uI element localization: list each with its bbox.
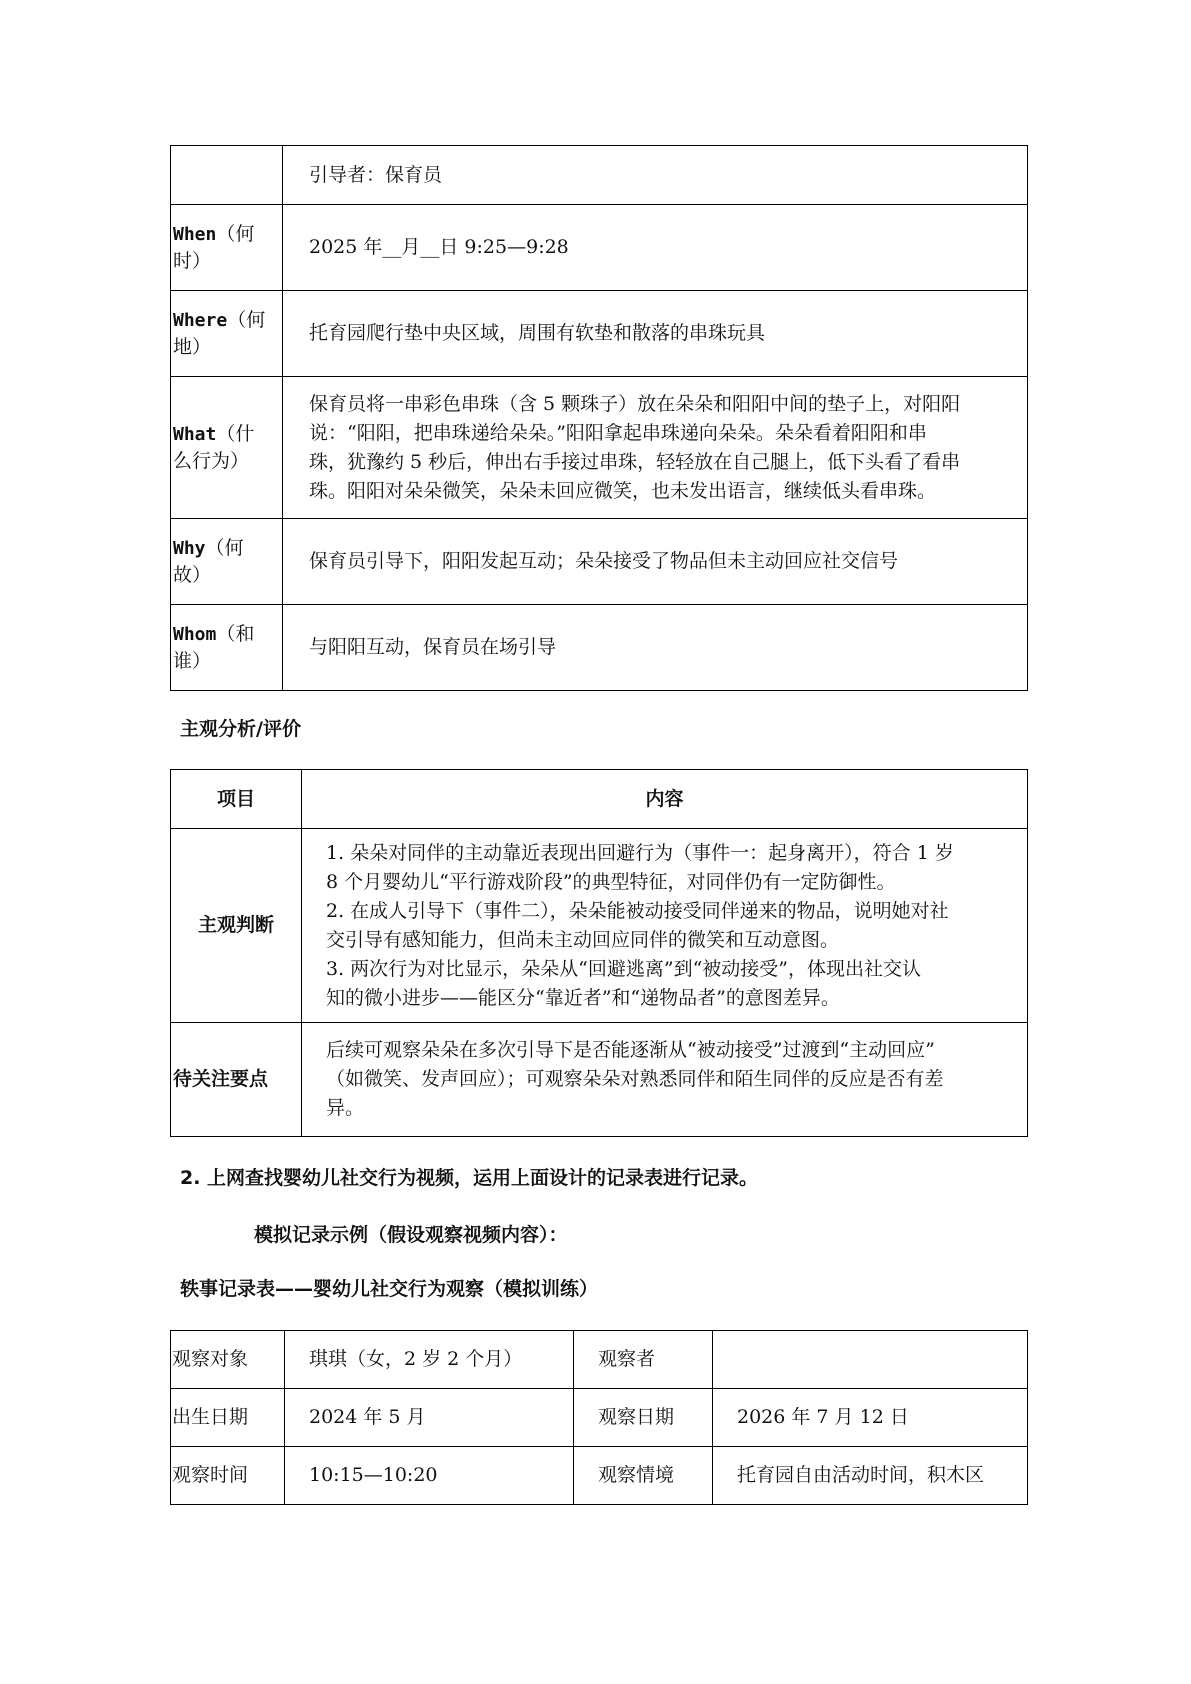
observer-label: 观察者 [574,1331,713,1389]
observation-date-label: 观察日期 [574,1389,713,1447]
focus-label: 待关注要点 [171,1023,302,1137]
table-row [171,519,1028,605]
analysis-heading: 主观分析/评价 [180,718,301,740]
record-heading: 轶事记录表——婴幼儿社交行为观察（模拟训练） [180,1278,599,1300]
where-label: Where（何 地） [171,291,283,377]
analysis-table [170,769,1028,1137]
why-value: 保育员引导下，阳阳发起互动；朵朵接受了物品但未主动回应社交信号 [283,519,1028,605]
birth-date-label: 出生日期 [171,1389,285,1447]
table-row [171,605,1028,691]
when-label: When（何 时） [171,205,283,291]
observation-time-value: 10:15—10:20 [285,1447,574,1505]
birth-date-value: 2024 年 5 月 [285,1389,574,1447]
example-heading: 模拟记录示例（假设观察视频内容）： [254,1224,568,1246]
subject-value: 琪琪（女，2 岁 2 个月） [285,1331,574,1389]
where-value: 托育园爬行垫中央区域，周围有软垫和散落的串珠玩具 [283,291,1028,377]
header-content: 内容 [302,770,1028,829]
when-value: 2025 年__月__日 9:25—9:28 [283,205,1028,291]
observer-value [713,1331,1028,1389]
focus-content: 后续可观察朵朵在多次引导下是否能逐渐从“被动接受”过渡到“主动回应” （如微笑、发声回应）；可观察朵朵对熟悉同伴和陌生同伴的反应是否有差 异。 [302,1023,1028,1137]
judgment-label: 主观判断 [171,829,302,1023]
header-item: 项目 [171,770,302,829]
table-row [171,770,1028,829]
whom-label: Whom（和 谁） [171,605,283,691]
table-row [171,1331,1028,1389]
table-row [171,1389,1028,1447]
observation-time-label: 观察时间 [171,1447,285,1505]
five-w-table [170,145,1028,691]
record-table [170,1330,1028,1505]
subject-label: 观察对象 [171,1331,285,1389]
judgment-content: 1. 朵朵对同伴的主动靠近表现出回避行为（事件一：起身离开），符合 1 岁 8 个月婴幼儿“平行游戏阶段”的典型特征，对同伴仍有一定防御性。 2. 在成人引导下（事件二），朵朵能被动接受同伴递来的物品，说明她对社 交引导有感知能力，但尚未主动回应同伴的微笑和互动意图。 3. 两次行为对比显示，朵朵从“回避逃离”到“被动接受”，体现出社交认 知的微小进步——能区分“靠近者”和“递物品者”的意图差异。 [302,829,1028,1023]
table-row [171,1447,1028,1505]
observation-date-value: 2026 年 7 月 12 日 [713,1389,1028,1447]
table-row [171,377,1028,519]
observation-context-label: 观察情境 [574,1447,713,1505]
table-row [171,291,1028,377]
why-label: Why（何 故） [171,519,283,605]
what-label: What（什 么行为） [171,377,283,519]
whom-value: 与阳阳互动，保育员在场引导 [283,605,1028,691]
observation-context-value: 托育园自由活动时间，积木区 [713,1447,1028,1505]
task2-heading: 2. 上网查找婴幼儿社交行为视频，运用上面设计的记录表进行记录。 [180,1167,759,1189]
empty-label-cell [171,146,283,205]
what-value: 保育员将一串彩色串珠（含 5 颗珠子）放在朵朵和阳阳中间的垫子上，对阳阳 说：“阳阳，把串珠递给朵朵。”阳阳拿起串珠递向朵朵。朵朵看着阳阳和串 珠，犹豫约 5 秒后，伸出右手接过串珠，轻轻放在自己腿上，低下头看了看串 珠。阳阳对朵朵微笑，朵朵未回应微笑，也未发出语言，继续低头看串珠。 [283,377,1028,519]
table-row [171,146,1028,205]
table-row [171,205,1028,291]
table-row [171,829,1028,1023]
guide-cell: 引导者：保育员 [283,146,1028,205]
table-row [171,1023,1028,1137]
